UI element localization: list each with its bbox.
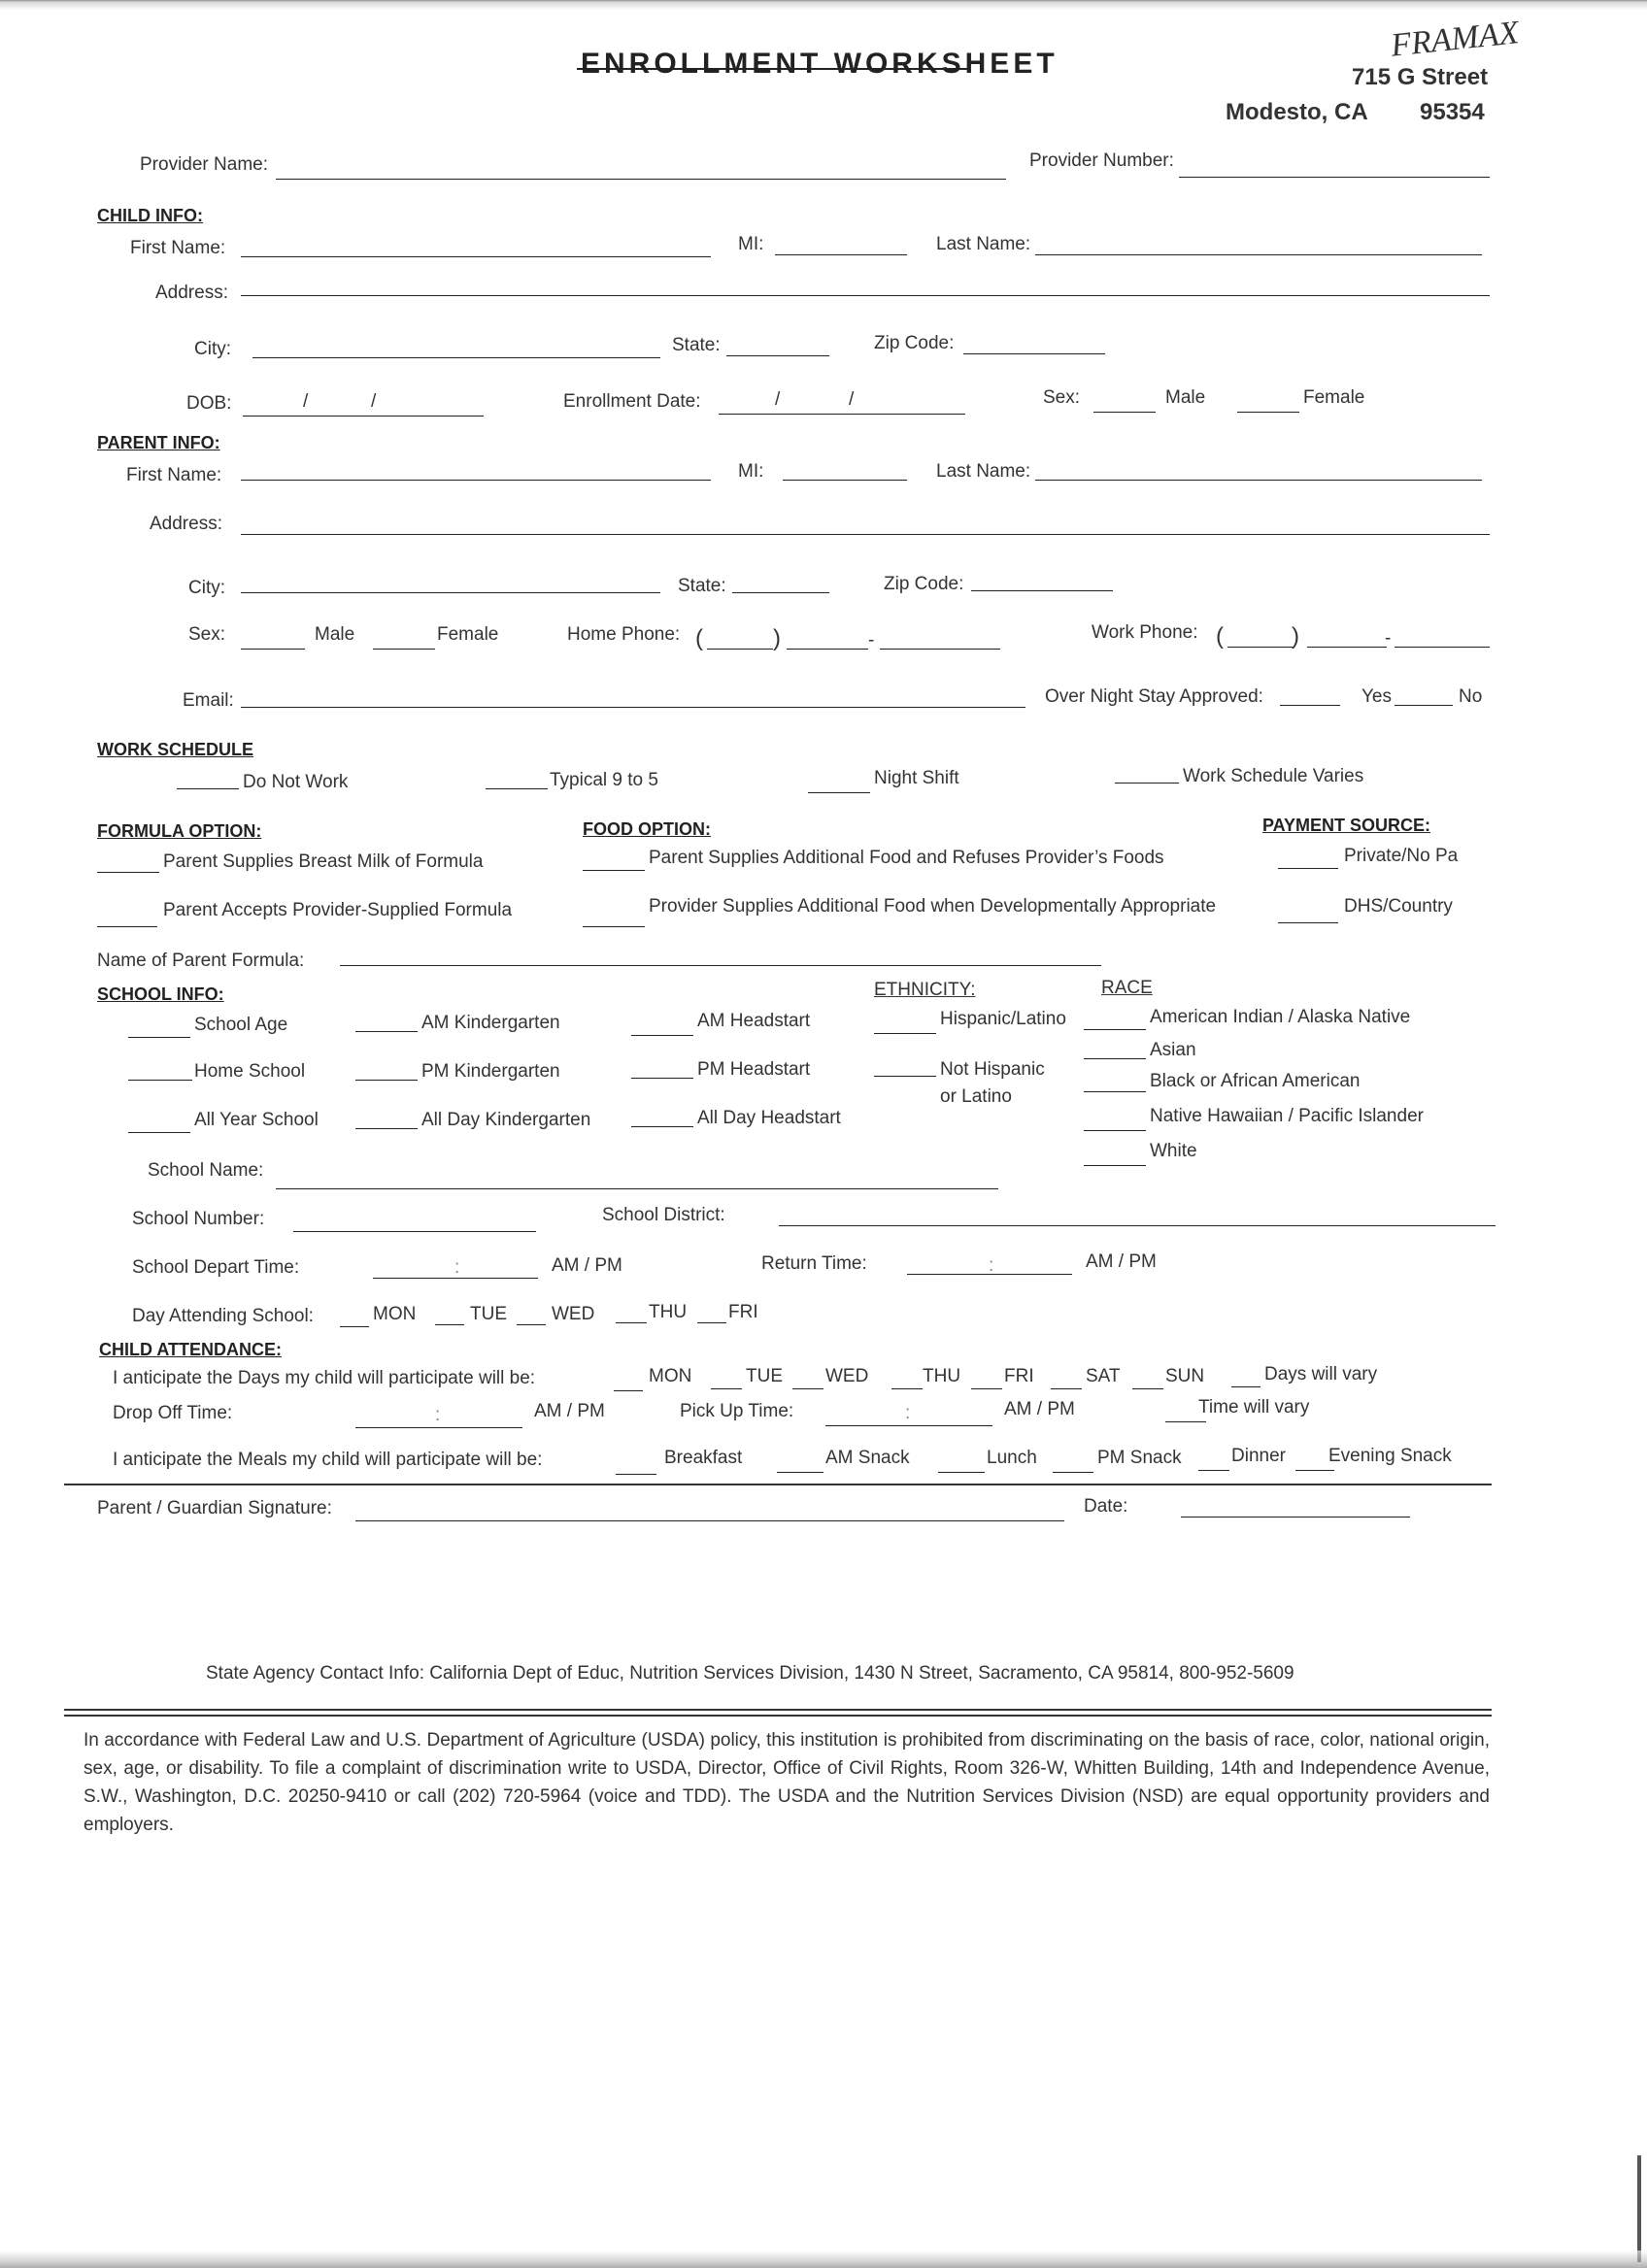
att-mon-label: MON — [649, 1366, 692, 1386]
nondiscrimination-statement: In accordance with Federal Law and U.S. Department of Agriculture (USDA) policy, this institution is prohibited from discriminating on the basis of race, color, national origin, sex, age, or disability. To file a complaint of discrimination write to USDA, Director, Office of Civil Rights, Room 326-W, Whitten Building, 14th and Independence Avenue, S.W., Washington, D.C. 20250-9410 or call (202) 720-5964 (voice and TDD). The USDA and the Nutrition Services Division (NSD) are equal opportunity providers and employers. — [84, 1730, 1490, 1835]
section-rule — [64, 1484, 1492, 1485]
race-native-blank[interactable] — [1084, 1029, 1146, 1030]
work-schedule-heading: WORK SCHEDULE — [97, 740, 253, 759]
dob-slash-2: / — [371, 391, 377, 412]
child-attendance-heading: CHILD ATTENDANCE: — [99, 1340, 282, 1359]
enrollment-date-label: Enrollment Date: — [563, 391, 701, 412]
drop-off-ampm: AM / PM — [534, 1401, 605, 1421]
all-day-kindergarten-label: All Day Kindergarten — [421, 1110, 591, 1130]
home-phone-paren-close: ) — [773, 625, 781, 651]
child-state-label: State: — [672, 335, 721, 355]
parent-zip-field[interactable] — [971, 590, 1113, 591]
child-state-field[interactable] — [726, 355, 829, 356]
child-first-name-field[interactable] — [241, 256, 711, 257]
child-last-name-field[interactable] — [1035, 254, 1482, 255]
home-phone-prefix-field[interactable] — [787, 649, 868, 650]
depart-time-colon: : — [454, 1257, 460, 1278]
att-thu-label: THU — [923, 1366, 961, 1386]
evening-snack-blank[interactable] — [1295, 1470, 1334, 1471]
parent-formula-field[interactable] — [340, 965, 1101, 966]
street-address: 715 G Street — [1352, 64, 1489, 90]
att-sat-blank[interactable] — [1051, 1388, 1082, 1389]
breakfast-label: Breakfast — [664, 1448, 743, 1468]
parent-city-label: City: — [188, 578, 225, 598]
race-asian-label: Asian — [1150, 1040, 1196, 1060]
dinner-label: Dinner — [1231, 1446, 1286, 1466]
return-time-colon: : — [989, 1255, 994, 1276]
child-female-blank[interactable] — [1237, 412, 1299, 413]
depart-time-field[interactable] — [373, 1278, 538, 1279]
home-school-blank[interactable] — [128, 1080, 192, 1081]
att-mon-blank[interactable] — [614, 1390, 643, 1391]
child-dob-field[interactable] — [243, 416, 484, 417]
parent-first-name-label: First Name: — [126, 465, 222, 485]
typical-9-5-blank[interactable] — [486, 788, 548, 789]
all-year-school-label: All Year School — [194, 1110, 319, 1130]
meals-label: I anticipate the Meals my child will participate will be: — [113, 1450, 543, 1470]
school-number-field[interactable] — [293, 1231, 536, 1232]
enrollment-date-field[interactable] — [719, 414, 965, 415]
home-phone-area-field[interactable] — [707, 649, 773, 650]
do-not-work-blank[interactable] — [177, 788, 239, 789]
race-asian-blank[interactable] — [1084, 1058, 1146, 1059]
school-age-label: School Age — [194, 1015, 288, 1035]
hispanic-label: Hispanic/Latino — [940, 1009, 1066, 1029]
school-district-label: School District: — [602, 1205, 725, 1225]
dob-slash-1: / — [303, 391, 309, 412]
child-mi-field[interactable] — [775, 254, 907, 255]
race-white-blank[interactable] — [1084, 1165, 1146, 1166]
email-field[interactable] — [241, 707, 1025, 708]
pm-headstart-blank[interactable] — [631, 1078, 693, 1079]
ethnicity-heading: ETHNICITY: — [874, 980, 976, 1000]
formula-opt1-label: Parent Supplies Breast Milk of Formula — [163, 851, 484, 872]
pm-snack-label: PM Snack — [1097, 1448, 1182, 1468]
school-district-field[interactable] — [779, 1225, 1496, 1226]
home-phone-dash: - — [868, 630, 875, 650]
work-phone-prefix-field[interactable] — [1307, 647, 1387, 648]
att-tue-blank[interactable] — [711, 1388, 742, 1389]
drop-off-field[interactable] — [355, 1427, 522, 1428]
race-black-label: Black or African American — [1150, 1071, 1361, 1091]
title-underline — [577, 68, 969, 70]
food-option-heading: FOOD OPTION: — [583, 819, 711, 839]
attendance-days-label: I anticipate the Days my child will participate will be: — [113, 1368, 536, 1388]
child-female-label: Female — [1303, 387, 1365, 408]
parent-mi-label: MI: — [738, 461, 764, 482]
scan-right-edge — [1637, 2155, 1641, 2262]
payment-opt1-label: Private/No Pa — [1344, 846, 1459, 866]
footer-rule-top — [64, 1709, 1492, 1711]
race-native-label: American Indian / Alaska Native — [1150, 1007, 1411, 1027]
formula-opt1-blank[interactable] — [97, 872, 159, 873]
drop-off-label: Drop Off Time: — [113, 1403, 233, 1423]
not-hispanic-blank[interactable] — [874, 1076, 936, 1077]
night-shift-label: Night Shift — [874, 768, 959, 788]
provider-name-label: Provider Name: — [140, 154, 268, 175]
am-kindergarten-label: AM Kindergarten — [421, 1013, 560, 1033]
am-headstart-blank[interactable] — [631, 1035, 693, 1036]
am-headstart-label: AM Headstart — [697, 1011, 811, 1031]
school-fri-label: FRI — [728, 1302, 758, 1322]
am-snack-blank[interactable] — [777, 1472, 824, 1473]
parent-state-field[interactable] — [732, 592, 829, 593]
att-fri-blank[interactable] — [971, 1388, 1002, 1389]
payment-source-heading: PAYMENT SOURCE: — [1262, 816, 1431, 835]
date-field[interactable] — [1181, 1517, 1410, 1518]
payment-opt1-blank[interactable] — [1278, 868, 1338, 869]
school-info-heading: SCHOOL INFO: — [97, 984, 224, 1004]
race-white-label: White — [1150, 1141, 1197, 1161]
att-sun-label: SUN — [1165, 1366, 1205, 1386]
child-first-name-label: First Name: — [130, 238, 226, 258]
am-kindergarten-blank[interactable] — [355, 1031, 418, 1032]
school-name-label: School Name: — [148, 1160, 264, 1181]
att-tue-label: TUE — [746, 1366, 783, 1386]
home-phone-label: Home Phone: — [567, 624, 681, 645]
pick-up-field[interactable] — [825, 1425, 992, 1426]
all-year-school-blank[interactable] — [128, 1132, 190, 1133]
pm-snack-blank[interactable] — [1053, 1472, 1093, 1473]
parent-info-heading: PARENT INFO: — [97, 433, 220, 452]
child-address-label: Address: — [155, 283, 228, 303]
parent-male-blank[interactable] — [241, 649, 305, 650]
days-vary-blank[interactable] — [1231, 1386, 1260, 1387]
pm-kindergarten-label: PM Kindergarten — [421, 1061, 560, 1082]
depart-ampm: AM / PM — [552, 1255, 622, 1276]
days-vary-label: Days will vary — [1264, 1364, 1378, 1384]
do-not-work-label: Do Not Work — [243, 772, 349, 792]
att-fri-label: FRI — [1004, 1366, 1034, 1386]
schedule-varies-blank[interactable] — [1115, 783, 1179, 784]
overnight-no-blank[interactable] — [1395, 705, 1453, 706]
race-hawaiian-blank[interactable] — [1084, 1130, 1146, 1131]
parent-first-name-field[interactable] — [241, 480, 711, 481]
att-sat-label: SAT — [1086, 1366, 1121, 1386]
school-wed-blank[interactable] — [517, 1324, 546, 1325]
food-opt2-blank[interactable] — [583, 926, 645, 927]
day-attending-label: Day Attending School: — [132, 1306, 314, 1326]
parent-sex-label: Sex: — [188, 624, 226, 645]
child-male-label: Male — [1165, 387, 1206, 408]
school-mon-label: MON — [373, 1304, 417, 1324]
overnight-label: Over Night Stay Approved: — [1045, 686, 1263, 707]
work-phone-label: Work Phone: — [1092, 622, 1198, 643]
att-thu-blank[interactable] — [891, 1388, 923, 1389]
att-sun-blank[interactable] — [1132, 1388, 1163, 1389]
am-snack-label: AM Snack — [825, 1448, 910, 1468]
parent-zip-label: Zip Code: — [884, 574, 964, 594]
work-phone-line-field[interactable] — [1395, 647, 1490, 648]
parent-female-blank[interactable] — [373, 649, 435, 650]
formula-opt2-blank[interactable] — [97, 926, 157, 927]
pick-up-label: Pick Up Time: — [680, 1401, 794, 1421]
home-phone-line-field[interactable] — [880, 649, 1000, 650]
parent-last-name-field[interactable] — [1035, 480, 1482, 481]
parent-address-field[interactable] — [241, 534, 1490, 535]
overnight-yes-blank[interactable] — [1280, 705, 1340, 706]
pick-up-ampm: AM / PM — [1004, 1399, 1075, 1419]
lunch-blank[interactable] — [938, 1472, 985, 1473]
form-title: ENROLLMENT WORKSHEET — [581, 48, 1059, 80]
att-wed-blank[interactable] — [792, 1388, 824, 1389]
school-number-label: School Number: — [132, 1209, 265, 1229]
parent-male-label: Male — [315, 624, 355, 645]
school-tue-blank[interactable] — [435, 1324, 464, 1325]
home-phone-paren-open: ( — [695, 625, 703, 651]
email-label: Email: — [183, 690, 234, 711]
school-wed-label: WED — [552, 1304, 595, 1324]
all-day-kindergarten-blank[interactable] — [355, 1128, 418, 1129]
time-vary-label: Time will vary — [1198, 1397, 1310, 1418]
city-state: Modesto, CA — [1226, 99, 1368, 125]
parent-last-name-label: Last Name: — [936, 461, 1031, 482]
hispanic-blank[interactable] — [874, 1033, 936, 1034]
all-day-headstart-label: All Day Headstart — [697, 1108, 841, 1128]
work-phone-area-field[interactable] — [1227, 647, 1294, 648]
food-opt1-blank[interactable] — [583, 870, 645, 871]
svg-text:FRAMAX: FRAMAX — [1389, 15, 1521, 64]
scan-top-edge — [0, 0, 1647, 10]
food-opt1-label: Parent Supplies Additional Food and Refuses Provider’s Foods — [649, 848, 1164, 868]
race-black-blank[interactable] — [1084, 1091, 1146, 1092]
all-day-headstart-blank[interactable] — [631, 1126, 693, 1127]
signature-label: Parent / Guardian Signature: — [97, 1498, 332, 1518]
work-phone-dash: - — [1385, 628, 1392, 649]
parent-state-label: State: — [678, 576, 726, 596]
payment-opt2-blank[interactable] — [1278, 922, 1338, 923]
race-hawaiian-label: Native Hawaiian / Pacific Islander — [1150, 1106, 1424, 1126]
parent-mi-field[interactable] — [783, 480, 907, 481]
att-wed-label: WED — [825, 1366, 869, 1386]
provider-name-field[interactable] — [276, 179, 1006, 180]
evening-snack-label: Evening Snack — [1328, 1446, 1452, 1466]
time-vary-blank[interactable] — [1165, 1421, 1206, 1422]
return-ampm: AM / PM — [1086, 1251, 1157, 1272]
typical-9-5-label: Typical 9 to 5 — [550, 770, 658, 790]
overnight-yes-label: Yes — [1361, 686, 1392, 707]
overnight-no-label: No — [1459, 686, 1483, 707]
drop-off-colon: : — [435, 1405, 441, 1425]
child-sex-label: Sex: — [1043, 387, 1081, 408]
depart-time-label: School Depart Time: — [132, 1257, 300, 1278]
child-address-field[interactable] — [241, 295, 1490, 296]
work-phone-paren-open: ( — [1216, 623, 1224, 650]
school-name-field[interactable] — [276, 1188, 998, 1189]
child-city-label: City: — [194, 339, 231, 359]
dinner-blank[interactable] — [1198, 1470, 1229, 1471]
signature-field[interactable] — [355, 1520, 1064, 1521]
race-heading: RACE — [1101, 978, 1153, 998]
formula-option-heading: FORMULA OPTION: — [97, 821, 262, 841]
breakfast-blank[interactable] — [616, 1474, 656, 1475]
child-male-blank[interactable] — [1093, 412, 1156, 413]
enroll-slash-1: / — [775, 389, 781, 410]
state-agency-info: State Agency Contact Info: California Dept of Educ, Nutrition Services Division, 1430 N Street, Sacramento, CA 95814, 800-952-5609 — [206, 1663, 1294, 1684]
food-opt2-label: Provider Supplies Additional Food when Developmentally Appropriate — [649, 896, 1217, 917]
pick-up-colon: : — [905, 1403, 911, 1423]
school-age-blank[interactable] — [128, 1037, 190, 1038]
child-city-field[interactable] — [252, 357, 660, 358]
zip-code: 95354 — [1420, 99, 1485, 125]
school-thu-label: THU — [649, 1302, 688, 1322]
footer-rule-bottom — [64, 1715, 1492, 1717]
parent-female-label: Female — [437, 624, 499, 645]
parent-address-label: Address: — [150, 514, 222, 534]
formula-opt2-label: Parent Accepts Provider-Supplied Formula — [163, 900, 513, 920]
parent-formula-label: Name of Parent Formula: — [97, 951, 305, 971]
payment-opt2-label: DHS/Country — [1344, 896, 1453, 917]
schedule-varies-label: Work Schedule Varies — [1183, 766, 1364, 786]
child-zip-field[interactable] — [963, 353, 1105, 354]
school-tue-label: TUE — [470, 1304, 507, 1324]
not-hispanic-label-2: or Latino — [940, 1086, 1012, 1107]
school-thu-blank[interactable] — [616, 1322, 647, 1323]
date-label: Date: — [1084, 1496, 1128, 1517]
home-school-label: Home School — [194, 1061, 306, 1082]
night-shift-blank[interactable] — [808, 792, 870, 793]
parent-city-field[interactable] — [241, 592, 660, 593]
school-mon-blank[interactable] — [340, 1326, 369, 1327]
child-last-name-label: Last Name: — [936, 234, 1031, 254]
school-fri-blank[interactable] — [697, 1322, 726, 1323]
child-zip-label: Zip Code: — [874, 333, 955, 353]
child-info-heading: CHILD INFO: — [97, 206, 203, 225]
scan-bottom-edge — [0, 2251, 1647, 2268]
child-dob-label: DOB: — [186, 393, 232, 414]
child-mi-label: MI: — [738, 234, 764, 254]
not-hispanic-label-1: Not Hispanic — [940, 1059, 1045, 1080]
pm-headstart-label: PM Headstart — [697, 1059, 811, 1080]
lunch-label: Lunch — [987, 1448, 1037, 1468]
pm-kindergarten-blank[interactable] — [355, 1080, 418, 1081]
framax-logo — [1387, 15, 1521, 64]
return-time-label: Return Time: — [761, 1253, 867, 1274]
provider-number-label: Provider Number: — [1029, 150, 1174, 171]
provider-number-field[interactable] — [1179, 177, 1490, 178]
enroll-slash-2: / — [849, 389, 855, 410]
work-phone-paren-close: ) — [1292, 623, 1299, 650]
